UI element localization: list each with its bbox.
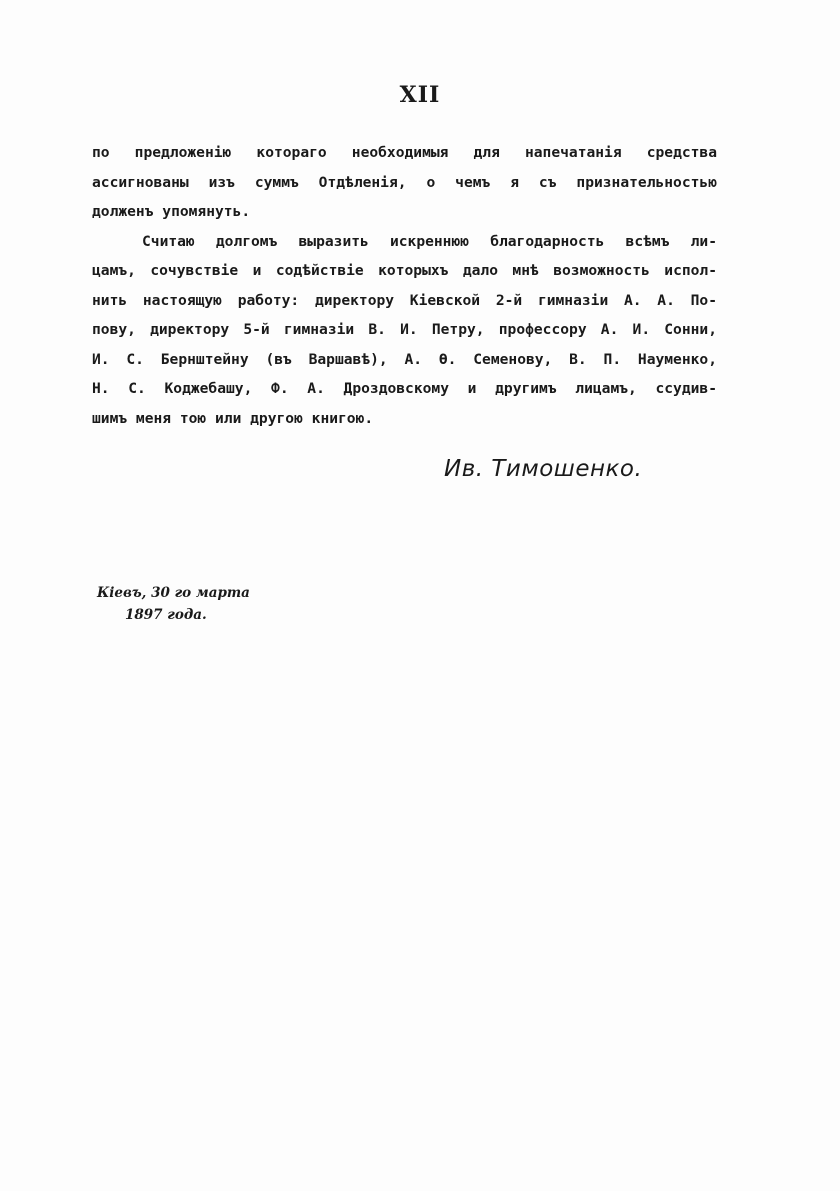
place-date-line: Кіевъ, 30 го марта — [97, 585, 250, 601]
author-signature: Ив. Тимошенко. — [444, 456, 643, 482]
text-line: по предложенію котораго необходимыя для напечатанія средства — [92, 144, 717, 161]
text-line: долженъ упомянуть. — [92, 203, 251, 220]
text-line: цамъ, сочувствіе и содѣйствіе которыхъ дало мнѣ возможность испол- — [92, 262, 717, 279]
body-text — [92, 138, 717, 433]
text-line: Считаю долгомъ выразить искреннюю благодарность всѣмъ ли- — [142, 232, 717, 250]
place-date-line: 1897 года. — [125, 607, 207, 623]
text-line: нить настоящую работу: директору Кіевской 2-й гимназіи А. А. По- — [92, 291, 717, 309]
page-number: XII — [399, 82, 441, 108]
text-line: ассигнованы изъ суммъ Отдѣленія, о чемъ я съ признательностью — [92, 173, 717, 191]
text-line: пову, директору 5-й гимназіи В. И. Петру, профессору А. И. Сонни, — [92, 321, 717, 338]
text-line: И. С. Бернштейну (въ Варшавѣ), А. Ѳ. Семенову, В. П. Науменко, — [92, 350, 717, 368]
text-line: Н. С. Коджебашу, Ф. А. Дроздовскому и другимъ лицамъ, ссудив- — [92, 380, 717, 397]
text-line: шимъ меня тою или другою книгою. — [92, 409, 374, 427]
place-date — [97, 582, 250, 626]
